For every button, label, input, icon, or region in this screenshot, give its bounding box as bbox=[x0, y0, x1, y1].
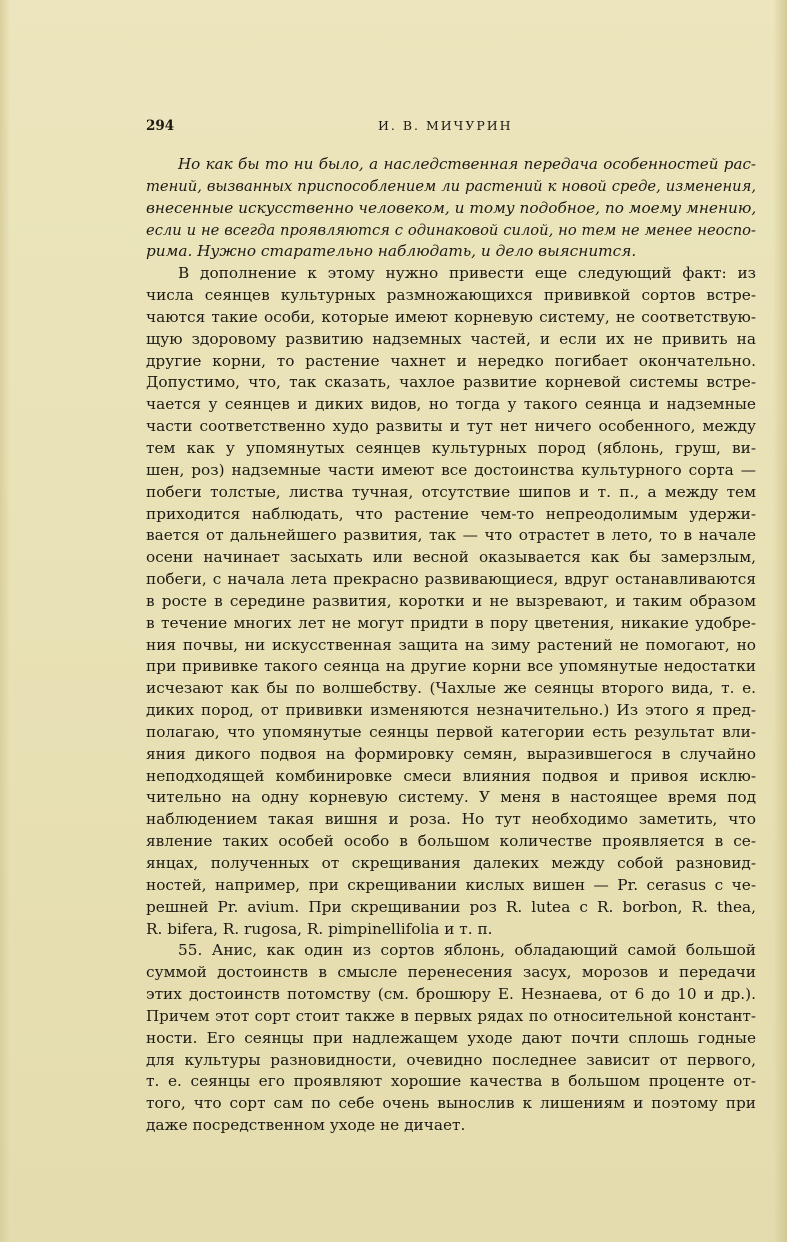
text-line: диких пород, от прививки изменяются незначительно.) Из этого я пред- bbox=[146, 701, 756, 720]
text-line: явление таких особей особо в большом количестве проявляется в се- bbox=[146, 832, 756, 851]
text-line: рима. Нужно старательно наблюдать, и дело выяснится. bbox=[146, 242, 637, 261]
text-line: Но как бы то ни было, а наследственная передача особенностей рас- bbox=[178, 155, 756, 173]
text-line: Причем этот сорт стоит также в первых рядах по относительной констант- bbox=[146, 1006, 756, 1025]
text-line: если и не всегда проявляются с одинаковой силой, но тем не менее неоспо- bbox=[146, 221, 756, 239]
text-line: числа сеянцев культурных размножающихся прививкой сортов встре- bbox=[146, 286, 756, 305]
text-line: чительно на одну корневую систему. У меня в настоящее время под bbox=[146, 788, 756, 807]
text-line: для культуры разновидности, очевидно последнее зависит от первого, bbox=[146, 1050, 756, 1069]
text-line: даже посредственном уходе не дичает. bbox=[146, 1116, 466, 1135]
text-line: тений, вызванных приспособлением ли растений к новой среде, изменения, bbox=[146, 177, 756, 195]
text-line: Допустимо, что, так сказать, чахлое развитие корневой системы встре- bbox=[146, 373, 756, 392]
text-line: ности. Его сеянцы при надлежащем уходе дают почти сплошь годные bbox=[146, 1028, 756, 1047]
body-text bbox=[146, 154, 756, 1137]
text-line: т. е. сеянцы его проявляют хорошие качества в большом проценте от- bbox=[146, 1072, 756, 1091]
text-line: ния почвы, ни искусственная защита на зиму растений не помогают, но bbox=[146, 635, 756, 654]
running-head: И. В. МИЧУРИН bbox=[378, 118, 513, 133]
page-header bbox=[146, 118, 756, 138]
text-line: в течение многих лет не могут придти в пору цветения, никакие удобре- bbox=[146, 613, 756, 632]
text-line: решней Pr. avium. При скрещивании роз R. lutea с R. borbon, R. thea, bbox=[146, 897, 756, 916]
text-line: полагаю, что упомянутые сеянцы первой категории есть результат вли- bbox=[146, 722, 756, 741]
text-line: внесенные искусственно человеком, и тому подобное, по моему мнению, bbox=[146, 198, 756, 217]
text-line: этих достоинств потомству (см. брошюру Е. Незнаева, от 6 до 10 и др.). bbox=[146, 985, 756, 1004]
text-line: побеги, с начала лета прекрасно развивающиеся, вдруг останавливаются bbox=[146, 570, 756, 589]
text-line: вается от дальнейшего развития, так — что отрастет в лето, то в начале bbox=[146, 526, 756, 545]
page-number: 294 bbox=[146, 118, 175, 134]
text-line: побеги толстые, листва тучная, отсутствие шипов и т. п., а между тем bbox=[146, 482, 756, 501]
text-line: R. bifera, R. rugosa, R. pimpinellifolia и т. п. bbox=[146, 919, 493, 938]
paragraph-italic bbox=[146, 154, 756, 263]
text-line: части соответственно худо развиты и тут нет ничего особенного, между bbox=[146, 417, 756, 436]
text-line: наблюдением такая вишня и роза. Но тут необходимо заметить, что bbox=[146, 810, 756, 829]
text-line: тем как у упомянутых сеянцев культурных пород (яблонь, груш, ви- bbox=[146, 438, 756, 457]
text-line: приходится наблюдать, что растение чем-то непреодолимым удержи- bbox=[146, 504, 756, 523]
text-line: янцах, полученных от скрещивания далеких между собой разновид- bbox=[146, 854, 756, 872]
page-edge-shadow-left bbox=[0, 0, 10, 1242]
text-line: того, что сорт сам по себе очень вынослив к лишениям и поэтому при bbox=[146, 1094, 756, 1113]
text-line: чаются такие особи, которые имеют корневую систему, не соответствую- bbox=[146, 307, 756, 326]
text-line: яния дикого подвоя на формировку семян, выразившегося в случайно bbox=[146, 744, 756, 763]
text-line: суммой достоинств в смысле перенесения засух, морозов и передачи bbox=[146, 963, 756, 982]
paragraph bbox=[146, 263, 756, 940]
text-line: в росте в середине развития, коротки и не вызревают, и таким образом bbox=[146, 591, 756, 610]
text-line: осени начинает засыхать или весной оказывается как бы замерзлым, bbox=[146, 548, 756, 567]
text-line: чается у сеянцев и диких видов, но тогда у такого сеянца и надземные bbox=[146, 395, 756, 414]
text-line: 55. Анис, как один из сортов яблонь, обладающий самой большой bbox=[178, 941, 756, 960]
page-edge-shadow-right bbox=[773, 0, 787, 1242]
text-line: ностей, например, при скрещивании кислых вишен — Pr. cerasus с че- bbox=[146, 875, 756, 894]
text-line: шен, роз) надземные части имеют все достоинства культурного сорта — bbox=[146, 460, 756, 479]
text-line: исчезают как бы по волшебству. (Чахлые же сеянцы второго вида, т. е. bbox=[146, 679, 756, 698]
text-line: неподходящей комбинировке смеси влияния подвоя и привоя исклю- bbox=[146, 766, 756, 785]
text-line: при прививке такого сеянца на другие корни все упомянутые недостатки bbox=[146, 657, 756, 676]
paragraph bbox=[146, 940, 756, 1137]
text-line: В дополнение к этому нужно привести еще следующий факт: из bbox=[178, 264, 756, 283]
text-line: щую здоровому развитию надземных частей, и если их не привить на bbox=[146, 329, 756, 348]
text-line: другие корни, то растение чахнет и нередко погибает окончательно. bbox=[146, 351, 756, 370]
